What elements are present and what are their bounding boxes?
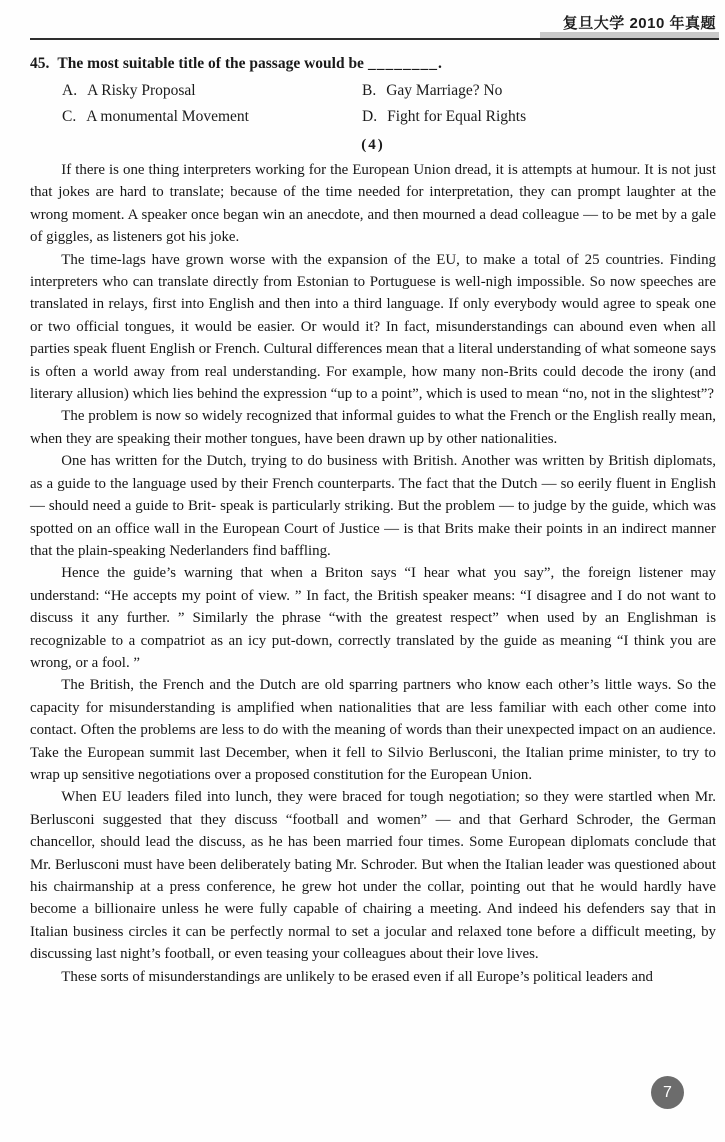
page-number-badge: 7 — [651, 1076, 684, 1109]
passage-paragraph-1: If there is one thing interpreters working for the European Union dread, it is attempts at humour. It is not just that jokes are hard to translate; because of the time needed for interpretation, they can prompt laughter at the wrong moment. A speaker once began win an anecdote, and then mourned a dead colleague — to be met by a gale of giggles, as listeners got his joke. — [30, 162, 716, 246]
option-d-text: Fight for Equal Rights — [387, 108, 527, 125]
option-c — [62, 106, 362, 128]
options-grid — [62, 80, 716, 128]
question-stem-text: The most suitable title of the passage would be — [57, 55, 364, 72]
option-c-label: C. — [62, 108, 77, 125]
question-number: 45. — [30, 55, 50, 72]
option-d-label: D. — [362, 108, 378, 125]
stem-period: . — [437, 55, 442, 72]
option-b-text: Gay Marriage? No — [386, 82, 503, 99]
question-stem-line — [30, 52, 716, 76]
passage-paragraph-8: These sorts of misunderstandings are unlikely to be erased even if all Europe’s political leaders and — [61, 968, 654, 985]
option-c-text: A monumental Movement — [86, 108, 249, 125]
option-b-label: B. — [362, 82, 377, 99]
passage-paragraph-6: The British, the French and the Dutch are old sparring partners who know each other’s little ways. So the capacity for misunderstanding is amplified when nationalities that are less familiar with each other come into contact. Often the problems are less to do with the meaning of words than their unexpected impact on an audience. Take the European summit last December, when it fell to Silvio Berlusconi, the Italian prime minister, to try to wrap up sensitive negotiations over a proposed constitution for the European Union. — [30, 677, 716, 783]
option-a-text: A Risky Proposal — [87, 82, 196, 99]
passage-paragraph-5: Hence the guide’s warning that when a Briton says “I hear what you say”, the foreign listener may understand: “He accepts my point of view. ” In fact, the British speaker means: “I disagree and I do not want to discuss it any further. ” Similarly the phrase “with the greatest respect” when used by an Englishman is recognizable to a compatriot as an icy put-down, correctly translated by the guide as meaning “I think you are wrong, or a fool. ” — [30, 565, 716, 671]
answer-blank: ________ — [367, 55, 438, 72]
passage-paragraph-4: One has written for the Dutch, trying to do business with British. Another was written by British diplomats, as a guide to the language used by their French counterparts. The fact that the Dutch — so eerily fluent in English — should need a guide to Brit- speak is particularly striking. But the problem — to judge by the guide, which was spotted on an office wall in the European Court of Justice — is that Brits make their points in an indirect manner that the plain-speaking Nederlanders find baffling. — [30, 453, 716, 559]
passage-paragraph-2: The time-lags have grown worse with the expansion of the EU, to make a total of 25 countries. Finding interpreters who can translate directly from Estonian to Portuguese is well-nigh impossible. So now speeches are translated in relays, first into English and then into a third language. If only everybody would agree to speak one or two official tongues, it would be easier. Or would it? In fact, misunderstandings can abound even when all parties speak fluent English or French. Cultural differences mean that a literal understanding of what someone says is often a world away from real understanding. For example, how many non-Brits could decode the irony (and literary allusion) which lies behind the expression “up to a point”, which is used to mean “no, not in the slightest”? — [30, 251, 716, 403]
passage-paragraph-7: When EU leaders filed into lunch, they were braced for tough negotiation; so they were startled when Mr. Berlusconi suggested that they discuss “football and women” — and that Gerhard Schroder, the German chancellor, should lead the discuss, as he has been married four times. Some European diplomats conclude that Mr. Berlusconi must have been deliberately bating Mr. Schroder. But when the Italian leader was questioned about his chairmanship at a press conference, he grew hot under the collar, pointing out that he would hardly have become a billionaire unless he were fully capable of chairing a meeting. And indeed his defenders say that in Italian business circles it can be perfectly normal to set a jocular and relaxed tone before a difficult meeting, by discussing last night’s football, or even teasing your colleagues about their love lives. — [30, 789, 716, 963]
passage — [30, 159, 716, 988]
option-a-label: A. — [62, 82, 78, 99]
option-b — [362, 80, 716, 102]
option-a — [62, 80, 362, 102]
page-header-title: 复旦大学 2010 年真题 — [562, 15, 716, 32]
header-rule — [30, 38, 719, 40]
option-d — [362, 106, 716, 128]
page-content — [30, 52, 716, 988]
passage-section-label: (4) — [361, 137, 385, 153]
passage-paragraph-3: The problem is now so widely recognized that informal guides to what the French or the English really mean, when they are speaking their mother tongues, have been drawn up by other nationalities. — [30, 408, 716, 447]
